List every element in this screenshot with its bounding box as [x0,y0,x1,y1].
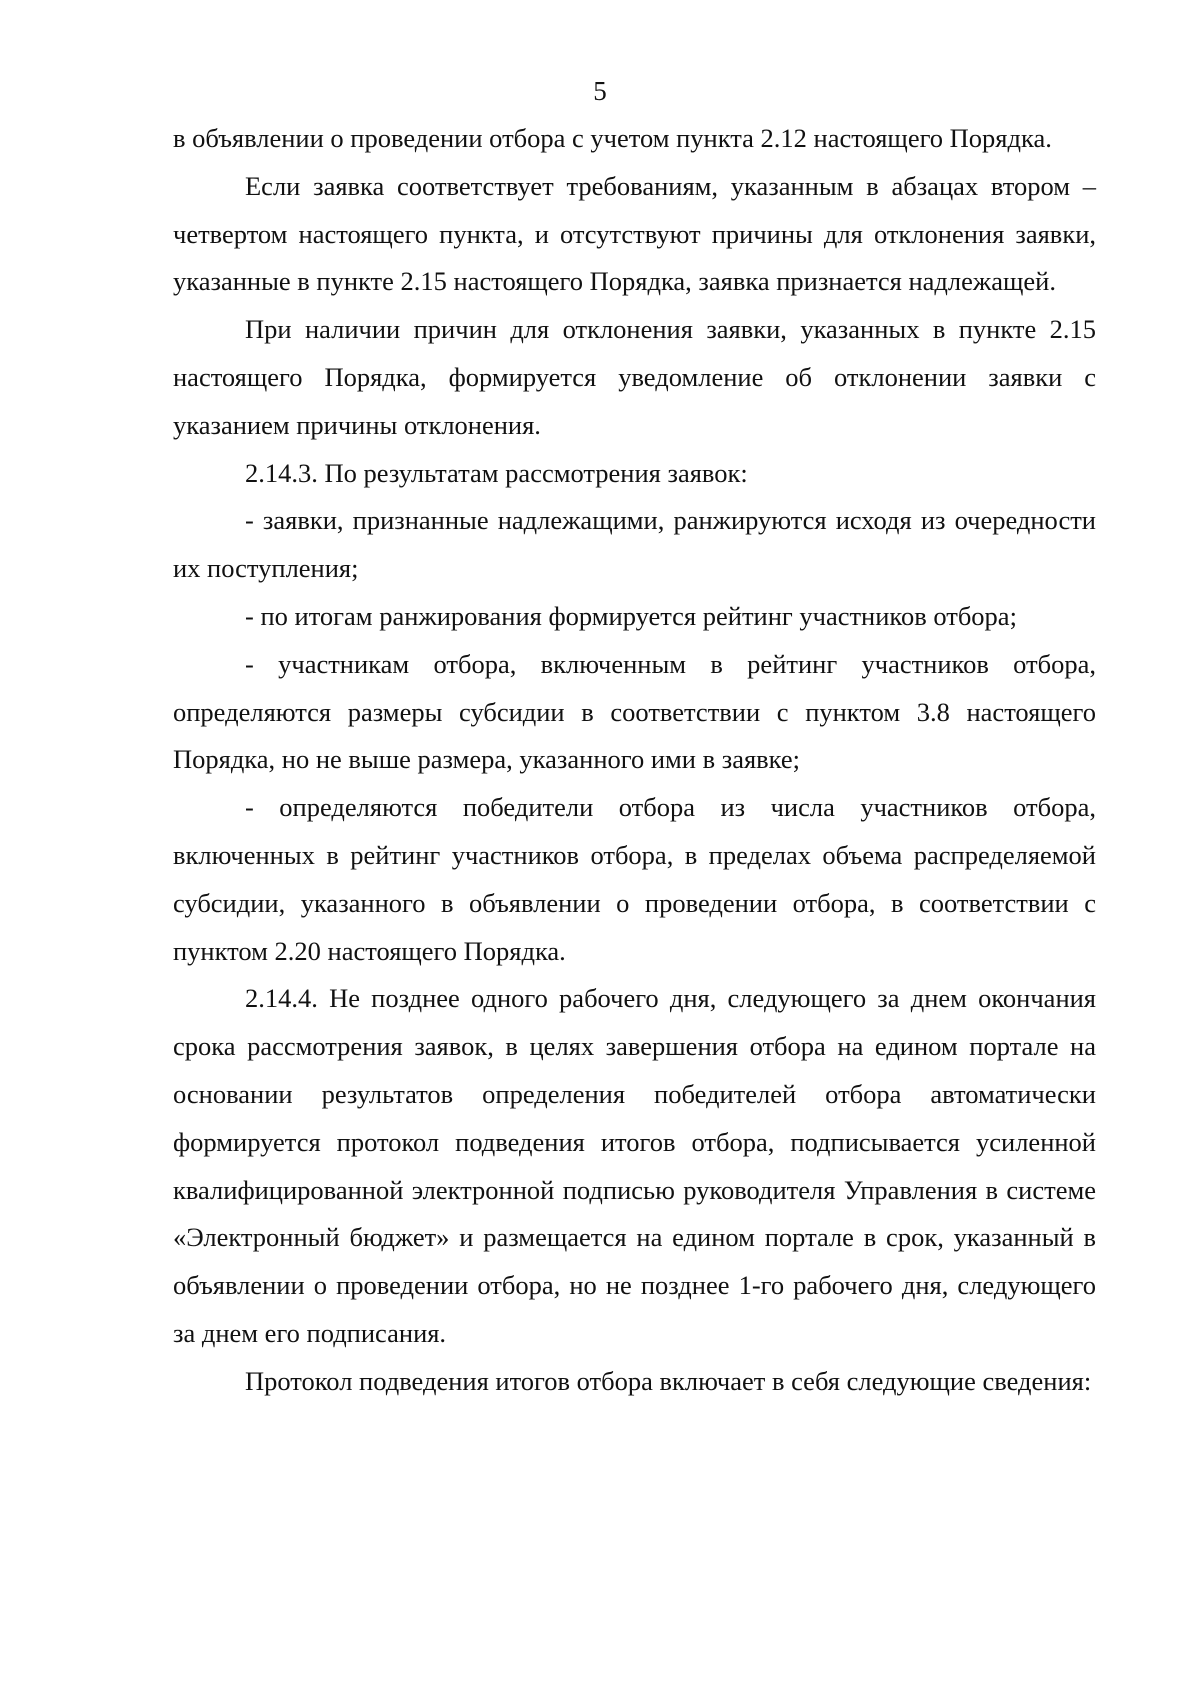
document-body [173,115,1096,1406]
paragraph-2-14-4: 2.14.4. Не позднее одного рабочего дня, следующего за днем окончания срока рассмотрения заявок, в целях завершения отбора на едином портале на основании результатов определения победителей отбора автоматически формируется протокол подведения итогов отбора, подписывается усиленной квалифицированной электронной подписью руководителя Управления в системе «Электронный бюджет» и размещается на едином портале в срок, указанный в объявлении о проведении отбора, но не позднее 1-го рабочего дня, следующего за днем его подписания. [173,983,1096,1348]
paragraph-application-proper: Если заявка соответствует требованиям, указанным в абзацах втором – четвертом настоящего пункта, и отсутствуют причины для отклонения заявки, указанные в пункте 2.15 настоящего Порядка, заявка признается надлежащей. [173,170,1096,297]
list-item-winners: - определяются победители отбора из числа участников отбора, включенных в рейтинг участников отбора, в пределах объема распределяемой субсидии, указанного в объявлении о проведении отбора, в соответствии с пунктом 2.20 настоящего Порядка. [173,792,1096,966]
list-item-ranking: - заявки, признанные надлежащими, ранжируются исходя из очередности их поступления; [173,505,1096,584]
paragraph-protocol-contents: Протокол подведения итогов отбора включает в себя следующие сведения: [245,1365,1092,1396]
list-item-rating: - по итогам ранжирования формируется рейтинг участников отбора; [245,600,1017,631]
paragraph-continuation: в объявлении о проведении отбора с учетом пункта 2.12 настоящего Порядка. [173,123,1052,153]
page-number: 5 [593,76,607,106]
paragraph-rejection-notice: При наличии причин для отклонения заявки, указанных в пункте 2.15 настоящего Порядка, формируется уведомление об отклонении заявки с указанием причины отклонения. [173,314,1096,440]
paragraph-2-14-3-heading: 2.14.3. По результатам рассмотрения заявок: [245,457,748,488]
list-item-subsidy-size: - участникам отбора, включенным в рейтинг участников отбора, определяются размеры субсидии в соответствии с пунктом 3.8 настоящего Порядка, но не выше размера, указанного ими в заявке; [173,648,1096,775]
